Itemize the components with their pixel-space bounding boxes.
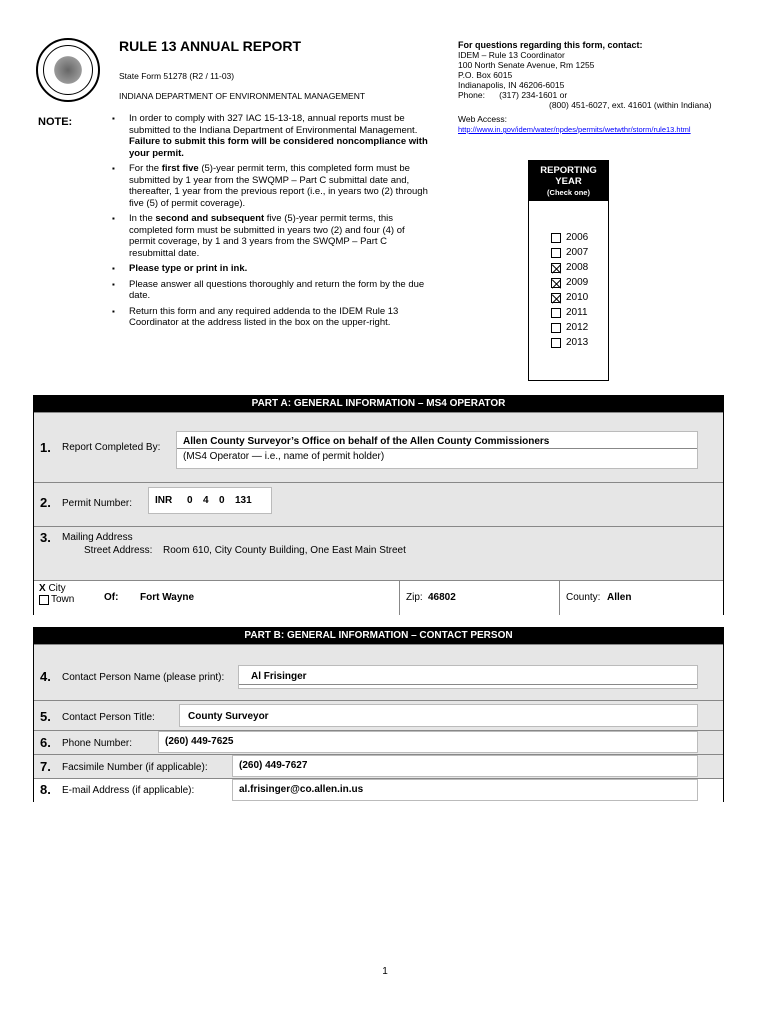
q4-label: Contact Person Name (please print):: [62, 672, 225, 683]
q3-row: [34, 526, 723, 581]
note-label: NOTE:: [38, 116, 73, 128]
year-checkbox[interactable]: [551, 293, 561, 303]
q7-label: Facsimile Number (if applicable):: [62, 762, 208, 773]
year-checkbox[interactable]: [551, 338, 561, 348]
contact-line: IDEM – Rule 13 Coordinator: [458, 50, 565, 60]
contact-heading: For questions regarding this form, contact:: [458, 40, 643, 50]
state-seal-icon: [36, 38, 100, 102]
q7-value: (260) 449-7627: [239, 760, 308, 771]
q8-number: 8.: [40, 782, 51, 797]
year-checkbox[interactable]: [551, 308, 561, 318]
of-label: Of:: [104, 592, 119, 603]
q6-value: (260) 449-7625: [165, 736, 234, 747]
q8-row: [34, 778, 723, 804]
email-field[interactable]: [232, 779, 698, 801]
contact-name-field[interactable]: [238, 665, 698, 689]
county-label: County:: [566, 592, 601, 603]
q4-number: 4.: [40, 669, 51, 684]
page-number: 1: [382, 966, 388, 977]
contact-title-field[interactable]: [179, 704, 698, 727]
page-title: RULE 13 ANNUAL REPORT: [119, 38, 302, 54]
q2-label: Permit Number:: [62, 498, 133, 509]
q6-number: 6.: [40, 735, 51, 750]
phone-value-2: (800) 451-6027, ext. 41601 (within Indiana): [549, 100, 712, 110]
city-town-selector[interactable]: X City Town: [39, 583, 75, 605]
year-option[interactable]: 2011: [551, 305, 588, 320]
q1-value: Allen County Surveyor’s Office on behalf of the Allen County Commissioners: [177, 432, 697, 449]
note-item: ▪ For the first five (5)-year permit term, this completed form must be submitted by 1 year from the SWQMP – Part C submittal date and, thereafter, 1 year from the previous report (i.e., in years two (2) through five (5) of permit coverage).: [112, 163, 430, 209]
q8-label: E-mail Address (if applicable):: [62, 785, 195, 796]
agency-name: INDIANA DEPARTMENT OF ENVIRONMENTAL MANAGEMENT: [119, 91, 366, 101]
q1-row: [34, 412, 723, 483]
year-option[interactable]: 2013: [551, 335, 588, 350]
state-form-number: State Form 51278 (R2 / 11-03): [119, 71, 235, 81]
year-option[interactable]: 2006: [551, 230, 588, 245]
city-value[interactable]: Fort Wayne: [140, 592, 195, 603]
q5-label: Contact Person Title:: [62, 712, 155, 723]
note-item: ▪ In the second and subsequent five (5)-year permit terms, this completed form must be submitted in years two (2) and four (4) of permit coverage, by 1 and 3 years from the SWQMP – Part C resubmittal date.: [112, 213, 430, 259]
q5-value: County Surveyor: [188, 711, 269, 722]
reporting-year-heading: REPORTING YEAR (Check one): [529, 161, 608, 201]
note-item: ▪ Please type or print in ink.: [112, 263, 430, 275]
q6-label: Phone Number:: [62, 738, 133, 749]
year-checkbox[interactable]: [551, 323, 561, 333]
phone-value: (317) 234-1601 or: [499, 90, 568, 100]
street-label: Street Address:: [84, 545, 153, 556]
year-checkbox[interactable]: [551, 278, 561, 288]
part-b-heading: PART B: GENERAL INFORMATION – CONTACT PERSON: [34, 628, 723, 644]
report-completed-by-field[interactable]: [176, 431, 698, 469]
county-value[interactable]: Allen: [607, 592, 632, 603]
note-item: ▪ Please answer all questions thoroughly and return the form by the due date.: [112, 279, 430, 302]
year-option[interactable]: 2010: [551, 290, 588, 305]
street-value[interactable]: Room 610, City County Building, One East Main Street: [163, 545, 406, 556]
contact-box: [458, 40, 720, 135]
q7-row: [34, 754, 723, 779]
q1-number: 1.: [40, 440, 51, 455]
fax-number-field[interactable]: [232, 755, 698, 777]
year-checkbox[interactable]: [551, 233, 561, 243]
year-option[interactable]: 2009: [551, 275, 588, 290]
note-item: ▪ Return this form and any required addenda to the IDEM Rule 13 Coordinator at the address listed in the box on the upper-right.: [112, 306, 430, 329]
zip-label: Zip:: [406, 592, 423, 603]
part-a-section: [33, 395, 724, 615]
zip-value[interactable]: 46802: [428, 592, 456, 603]
year-option[interactable]: 2012: [551, 320, 588, 335]
note-item: ▪ In order to comply with 327 IAC 15-13-18, annual reports must be submitted to the Indiana Department of Environmental Management. Failure to submit this form will be considered noncompliance with your permit.: [112, 113, 430, 159]
q7-number: 7.: [40, 759, 51, 774]
q1-label: Report Completed By:: [62, 442, 161, 453]
reporting-year-box: [528, 160, 609, 381]
q4-row: [34, 644, 723, 701]
year-checkbox-list: [551, 230, 588, 350]
city-row: [34, 580, 723, 615]
q6-row: [34, 730, 723, 755]
q4-value: Al Frisinger: [239, 666, 697, 685]
note-list: [112, 113, 430, 333]
q5-number: 5.: [40, 709, 51, 724]
contact-line: Indianapolis, IN 46206-6015: [458, 80, 565, 90]
q5-row: [34, 700, 723, 731]
q2-row: [34, 482, 723, 527]
contact-line: P.O. Box 6015: [458, 70, 513, 80]
phone-label: Phone:: [458, 90, 485, 100]
year-option[interactable]: 2008: [551, 260, 588, 275]
q3-number: 3.: [40, 530, 51, 545]
part-a-heading: PART A: GENERAL INFORMATION – MS4 OPERATOR: [34, 396, 723, 412]
year-checkbox[interactable]: [551, 263, 561, 273]
year-option[interactable]: 2007: [551, 245, 588, 260]
contact-line: 100 North Senate Avenue, Rm 1255: [458, 60, 595, 70]
year-checkbox[interactable]: [551, 248, 561, 258]
web-link[interactable]: http://www.in.gov/idem/water/npdes/permits/wetwthr/storm/rule13.html: [458, 125, 691, 134]
q1-hint: (MS4 Operator — i.e., name of permit holder): [183, 451, 385, 462]
town-checkbox[interactable]: [39, 595, 49, 605]
q3-label: Mailing Address: [62, 532, 133, 543]
web-label: Web Access:: [458, 114, 507, 124]
q2-number: 2.: [40, 495, 51, 510]
part-b-section: [33, 627, 724, 802]
phone-number-field[interactable]: [158, 731, 698, 753]
q8-value: al.frisinger@co.allen.in.us: [239, 784, 364, 795]
permit-number-field[interactable]: INR 0 4 0 131: [148, 487, 272, 514]
